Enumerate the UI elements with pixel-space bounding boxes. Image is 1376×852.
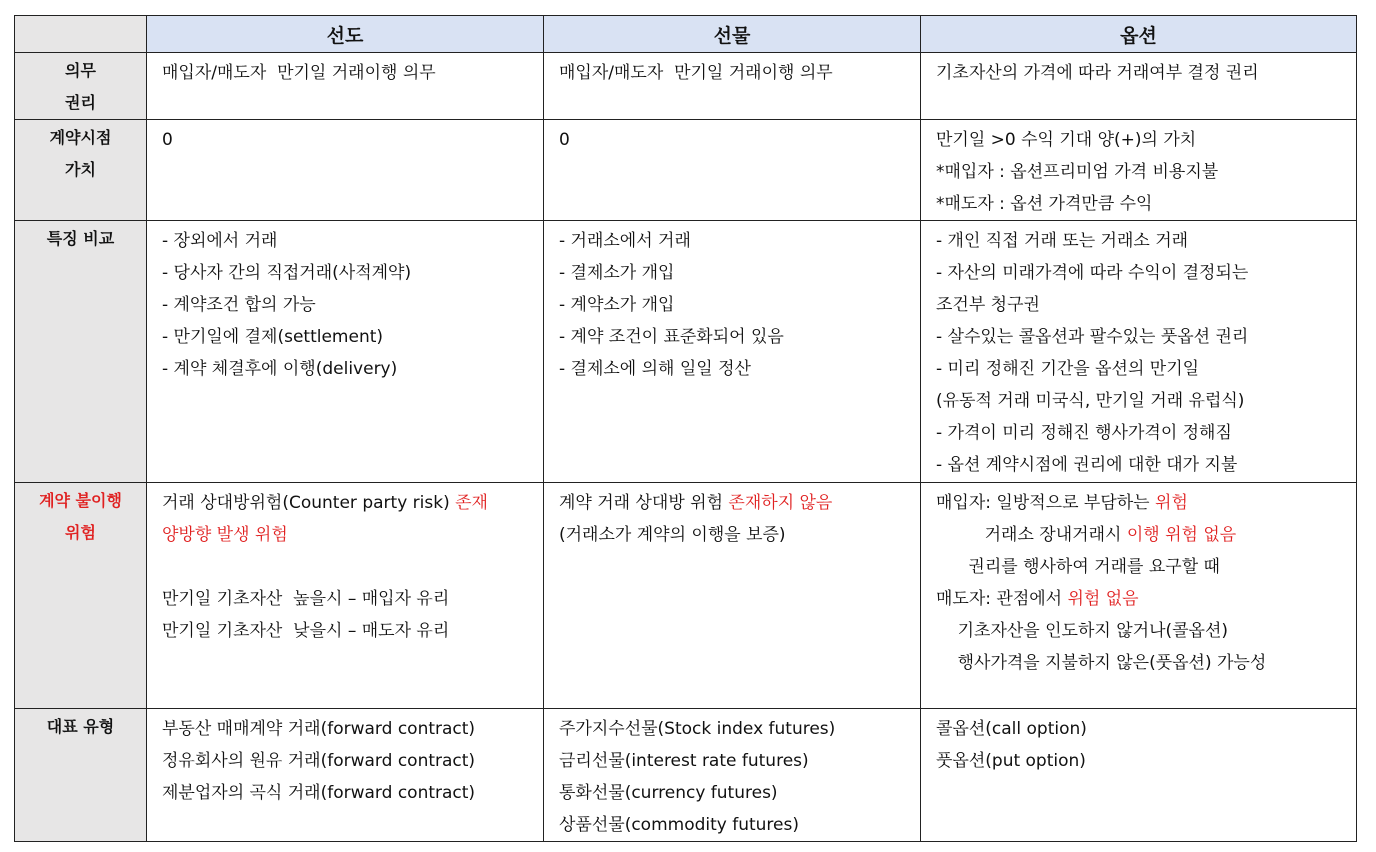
list-item: 부동산 매매계약 거래(forward contract) [162,719,476,739]
list-item: - 결제소에 의해 일일 정산 [559,359,751,379]
row-header-contract-value: 계약시점 가치 [15,120,147,221]
list-item: - 계약조건 합의 가능 [162,295,316,315]
list-item: 콜옵션(call option) [936,719,1087,739]
list-item: (유동적 거래 미국식, 만기일 거래 유럽식) [936,391,1245,411]
cell-options-features [921,221,1357,483]
list-item: 통화선물(currency futures) [559,783,778,803]
list-item: - 당사자 간의 직접거래(사적계약) [162,263,412,283]
list-item: 제분업자의 곡식 거래(forward contract) [162,783,476,803]
cell-forward-obligation: 매입자/매도자 만기일 거래이행 의무 [147,53,544,120]
list-item: - 거래소에서 거래 [559,231,691,251]
cell-futures-examples [544,709,921,842]
list-item: - 살수있는 콜옵션과 팔수있는 풋옵션 권리 [936,327,1249,347]
list-item: - 미리 정해진 기간을 옵션의 만기일 [936,359,1200,379]
cell-options-risk: 매입자: 일방적으로 부담하는 위험 거래소 장내거래시 이행 위험 없음 권리를 행사하여 거래를 요구할 때 매도자: 관점에서 위험 없음 기초자산을 인도하지 않거나(콜옵션) 행사가격을 지불하지 않은(풋옵션) 가능성 [921,483,1357,709]
list-item: - 자산의 미래가격에 따라 수익이 결정되는 [936,263,1249,283]
header-row [15,16,1357,53]
table-row-contract-value [15,120,1357,221]
list-item: - 옵션 계약시점에 권리에 대한 대가 지불 [936,455,1238,475]
cell-forward-features [147,221,544,483]
list-item: - 장외에서 거래 [162,231,278,251]
cell-forward-value: 0 [147,120,544,221]
list-item: - 개인 직접 거래 또는 거래소 거래 [936,231,1189,251]
list-item: - 결제소가 개입 [559,263,675,283]
cell-options-examples [921,709,1357,842]
table-row-features [15,221,1357,483]
row-header-default-risk: 계약 불이행 위험 [15,483,147,709]
row-header-obligation: 의무 권리 [15,53,147,120]
cell-futures-value: 0 [544,120,921,221]
list-item: 상품선물(commodity futures) [559,815,799,835]
cell-options-obligation: 기초자산의 가격에 따라 거래여부 결정 권리 [921,53,1357,120]
list-item: 금리선물(interest rate futures) [559,751,809,771]
cell-options-value: 만기일 >0 수익 기대 양(+)의 가치 *매입자 : 옵션프리미엄 가격 비용지불 *매도자 : 옵션 가격만큼 수익 [921,120,1357,221]
cell-futures-obligation: 매입자/매도자 만기일 거래이행 의무 [544,53,921,120]
cell-futures-features [544,221,921,483]
table-row-default-risk [15,483,1357,709]
col-header-options: 옵션 [921,16,1357,53]
cell-forward-examples [147,709,544,842]
list-item: - 만기일에 결제(settlement) [162,327,384,347]
cell-futures-risk: 계약 거래 상대방 위험 존재하지 않음 (거래소가 계약의 이행을 보증) [544,483,921,709]
list-item: - 계약소가 개입 [559,295,675,315]
table-row-obligation [15,53,1357,120]
list-item: - 계약 조건이 표준화되어 있음 [559,327,784,347]
row-header-features: 특징 비교 [15,221,147,483]
cell-forward-risk: 거래 상대방위험(Counter party risk) 존재 양방향 발생 위험 만기일 기초자산 높을시 – 매입자 유리 만기일 기초자산 낮을시 – 매도자 유리 [147,483,544,709]
corner-cell [15,16,147,53]
col-header-futures: 선물 [544,16,921,53]
list-item: 정유회사의 원유 거래(forward contract) [162,751,476,771]
list-item: - 계약 체결후에 이행(delivery) [162,359,398,379]
list-item: - 가격이 미리 정해진 행사가격이 정해짐 [936,423,1232,443]
list-item: 주가지수선물(Stock index futures) [559,719,836,739]
row-header-examples: 대표 유형 [15,709,147,842]
list-item: 풋옵션(put option) [936,751,1086,771]
list-item: 조건부 청구권 [936,295,1040,315]
table-row-examples [15,709,1357,842]
col-header-forward: 선도 [147,16,544,53]
comparison-table [14,15,1357,842]
